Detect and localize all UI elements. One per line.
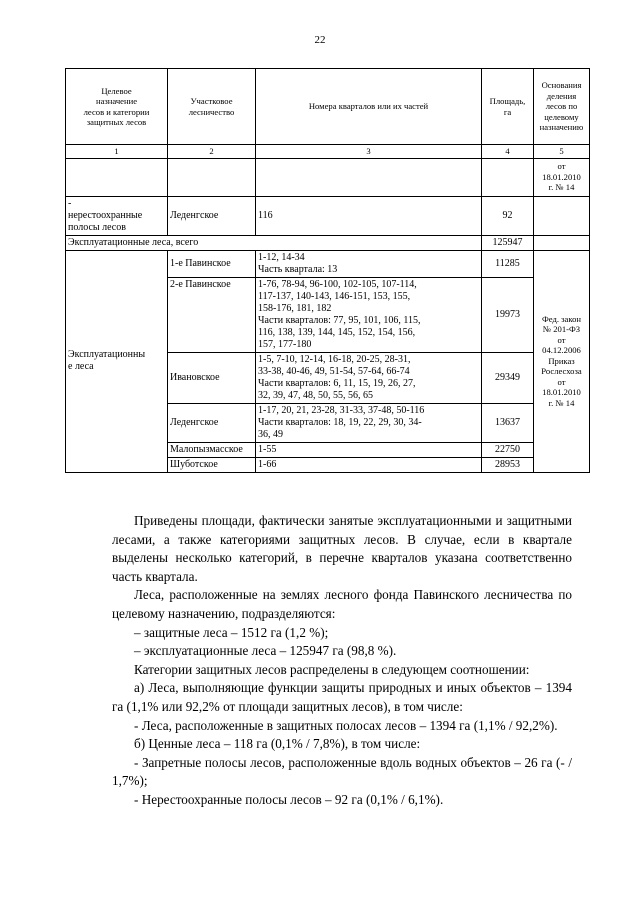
empty-cell xyxy=(534,196,590,235)
total-area: 125947 xyxy=(482,235,534,250)
quarters-cell: 116 xyxy=(256,196,482,235)
list-item: - Запретные полосы лесов, расположенные вдоль водных объектов – 26 га (- / 1,7%); xyxy=(112,754,572,789)
list-item: - Леса, расположенные в защитных полосах лесов – 1394 га (1,1% / 92,2%). xyxy=(134,717,558,733)
quarters-cell: 1-76, 78-94, 96-100, 102-105, 107-114, 117-137, 140-143, 146-151, 153, 155, 158-176, 181, 182 Части кварталов: 77, 95, 101, 106, 115, 116, 138, 139, 144, 145, 152, 154, 156, 157, 177-180 xyxy=(256,277,482,352)
expl-category-cell: Эксплуатационны е леса xyxy=(66,250,168,472)
area-cell: 22750 xyxy=(482,442,534,457)
expl-basis-cell: Фед. закон № 201-ФЗ от 04.12.2006 Приказ Рослесхоза от 18.01.2010 г. № 14 xyxy=(534,250,590,472)
col-num-3: 3 xyxy=(256,145,482,159)
table-row xyxy=(66,196,590,235)
forestry-cell: Ивановское xyxy=(168,352,256,403)
forest-purpose-table xyxy=(65,68,590,473)
empty-cell xyxy=(168,158,256,196)
area-cell: 11285 xyxy=(482,250,534,277)
total-row xyxy=(66,235,590,250)
col-num-1: 1 xyxy=(66,145,168,159)
area-cell: 28953 xyxy=(482,457,534,472)
column-number-row xyxy=(66,145,590,159)
quarters-cell: 1-5, 7-10, 12-14, 16-18, 20-25, 28-31, 33-38, 40-46, 49, 51-54, 57-64, 66-74 Части кварталов: 6, 11, 15, 19, 26, 27, 32, 39, 47, 48, 50, 55, 56, 65 xyxy=(256,352,482,403)
body-text xyxy=(112,512,572,810)
paragraph: Леса, расположенные на землях лесного фонда Павинского лесничества по целевому назначению, подразделяются: xyxy=(112,587,572,621)
area-cell: 13637 xyxy=(482,403,534,442)
forestry-cell: Леденгское xyxy=(168,403,256,442)
forestry-cell: 2-е Павинское xyxy=(168,277,256,352)
paragraph: Приведены площади, фактически занятые эксплуатационными и защитными лесами, а также категориями защитных лесов. В случае, если в квартале выделены несколько категорий, в перечне кварталов указана соответственно часть квартала. xyxy=(112,513,572,584)
category-cell: - нерестоохранные полосы лесов xyxy=(66,196,168,235)
forestry-cell: Леденгское xyxy=(168,196,256,235)
forestry-cell: Шуботское xyxy=(168,457,256,472)
list-item: – эксплуатационные леса – 125947 га (98,8 %). xyxy=(134,643,397,659)
paragraph: б) Ценные леса – 118 га (0,1% / 7,8%), в том числе: xyxy=(134,736,421,752)
empty-cell xyxy=(256,158,482,196)
area-cell: 92 xyxy=(482,196,534,235)
header-area: Площадь, га xyxy=(482,69,534,145)
empty-cell xyxy=(534,235,590,250)
paragraph: Категории защитных лесов распределены в следующем соотношении: xyxy=(134,661,530,677)
forestry-cell: 1-е Павинское xyxy=(168,250,256,277)
list-item: – защитные леса – 1512 га (1,2 %); xyxy=(134,624,329,640)
header-forestry: Участковое лесничество xyxy=(168,69,256,145)
col-num-2: 2 xyxy=(168,145,256,159)
header-category: Целевое назначение лесов и категории защитных лесов xyxy=(66,69,168,145)
table-row xyxy=(66,158,590,196)
forestry-cell: Малопызмасское xyxy=(168,442,256,457)
empty-cell xyxy=(482,158,534,196)
list-item: - Нерестоохранные полосы лесов – 92 га (0,1% / 6,1%). xyxy=(134,791,444,807)
empty-cell xyxy=(66,158,168,196)
col-num-5: 5 xyxy=(534,145,590,159)
basis-cell: от 18.01.2010 г. № 14 xyxy=(534,158,590,196)
area-cell: 29349 xyxy=(482,352,534,403)
header-basis: Основания деления лесов по целевому назначению xyxy=(534,69,590,145)
quarters-cell: 1-66 xyxy=(256,457,482,472)
col-num-4: 4 xyxy=(482,145,534,159)
total-label: Эксплуатационные леса, всего xyxy=(66,235,482,250)
table-row xyxy=(66,250,590,277)
paragraph: а) Леса, выполняющие функции защиты природных и иных объектов – 1394 га (1,1% или 92,2% от площади защитных лесов), в том числе: xyxy=(112,680,572,714)
area-cell: 19973 xyxy=(482,277,534,352)
quarters-cell: 1-55 xyxy=(256,442,482,457)
quarters-cell: 1-12, 14-34 Часть квартала: 13 xyxy=(256,250,482,277)
header-quarters: Номера кварталов или их частей xyxy=(256,69,482,145)
quarters-cell: 1-17, 20, 21, 23-28, 31-33, 37-48, 50-116 Части кварталов: 18, 19, 22, 29, 30, 34- 36, 49 xyxy=(256,403,482,442)
header-row xyxy=(66,69,590,145)
page-number: 22 xyxy=(314,34,326,46)
